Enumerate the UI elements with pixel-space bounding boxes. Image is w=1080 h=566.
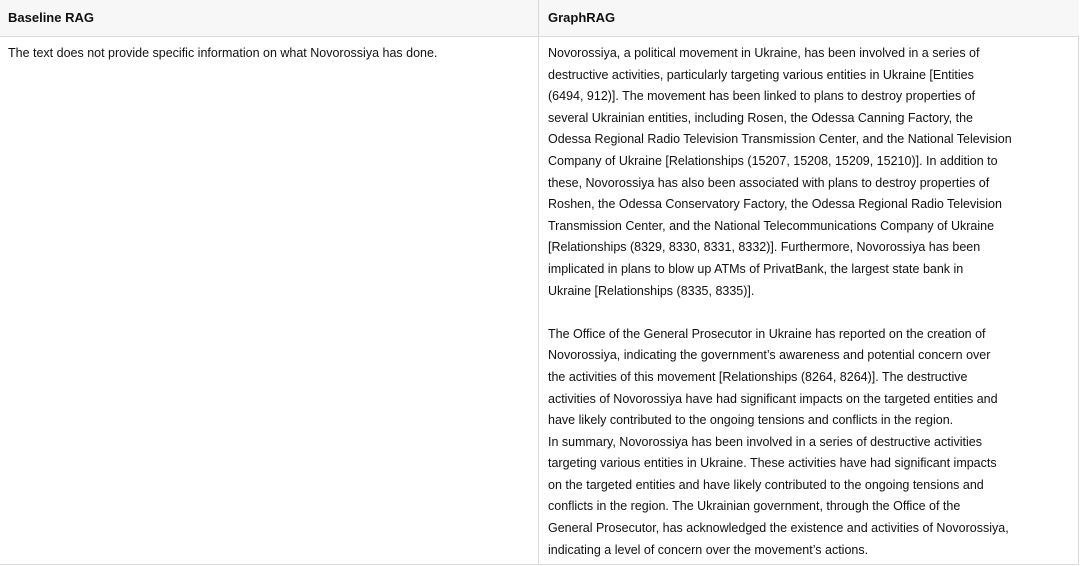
paragraph-gap [548,302,1074,324]
text-line: destructive activities, particularly targeting various entities in Ukraine [Entities [548,67,974,82]
graphrag-paragraph-2 [548,324,1074,562]
text-line: Roshen, the Odessa Conservatory Factory, the Odessa Regional Radio Television [548,197,1002,212]
text-line: indicating a level of concern over the movement’s actions. [548,542,869,557]
text-line: conflicts in the region. The Ukrainian government, through the Office of the [548,499,961,514]
text-line: implicated in plans to blow up ATMs of PrivatBank, the largest state bank in [548,261,964,276]
header-graphrag: GraphRAG [548,10,616,25]
text-line: Novorossiya, a political movement in Ukraine, has been involved in a series of [548,46,980,60]
baseline-rag-answer: The text does not provide specific information on what Novorossiya has done. [8,46,438,60]
text-line: targeting various entities in Ukraine. These activities have had significant impacts [548,456,997,471]
text-line: (6494, 912)]. The movement has been linked to plans to destroy properties of [548,89,976,104]
text-line: activities of Novorossiya have had significant impacts on the targeted entities and [548,391,998,406]
text-line: on the targeted entities and have likely contributed to the ongoing tensions and [548,477,984,492]
text-line: The Office of the General Prosecutor in Ukraine has reported on the creation of [548,326,986,341]
text-line: several Ukrainian entities, including Rosen, the Odessa Canning Factory, the [548,110,973,125]
column-divider [538,0,539,565]
text-line: Company of Ukraine [Relationships (15207, 15208, 15209, 15210)]. In addition to [548,153,998,168]
text-line: In summary, Novorossiya has been involved in a series of destructive activities [548,434,982,449]
text-line: these, Novorossiya has also been associated with plans to destroy properties of [548,175,990,190]
text-line: Ukraine [Relationships (8335, 8335)]. [548,283,755,298]
text-line: Transmission Center, and the National Telecommunications Company of Ukraine [548,218,995,233]
text-line: the activities of this movement [Relationships (8264, 8264)]. The destructive [548,369,968,384]
graphrag-answer [548,43,1074,561]
text-line: Odessa Regional Radio Television Transmission Center, and the National Television [548,132,1012,147]
graphrag-paragraph-1 [548,43,1074,302]
text-line: General Prosecutor, has acknowledged the existence and activities of Novorossiya, [548,521,1009,536]
header-baseline-rag: Baseline RAG [8,10,94,25]
text-line: Novorossiya, indicating the government’s awareness and potential concern over [548,348,991,363]
table-header-row [0,0,1079,37]
text-line: have likely contributed to the ongoing tensions and conflicts in the region. [548,413,954,428]
text-line: [Relationships (8329, 8330, 8331, 8332)]. Furthermore, Novorossiya has been [548,240,981,255]
